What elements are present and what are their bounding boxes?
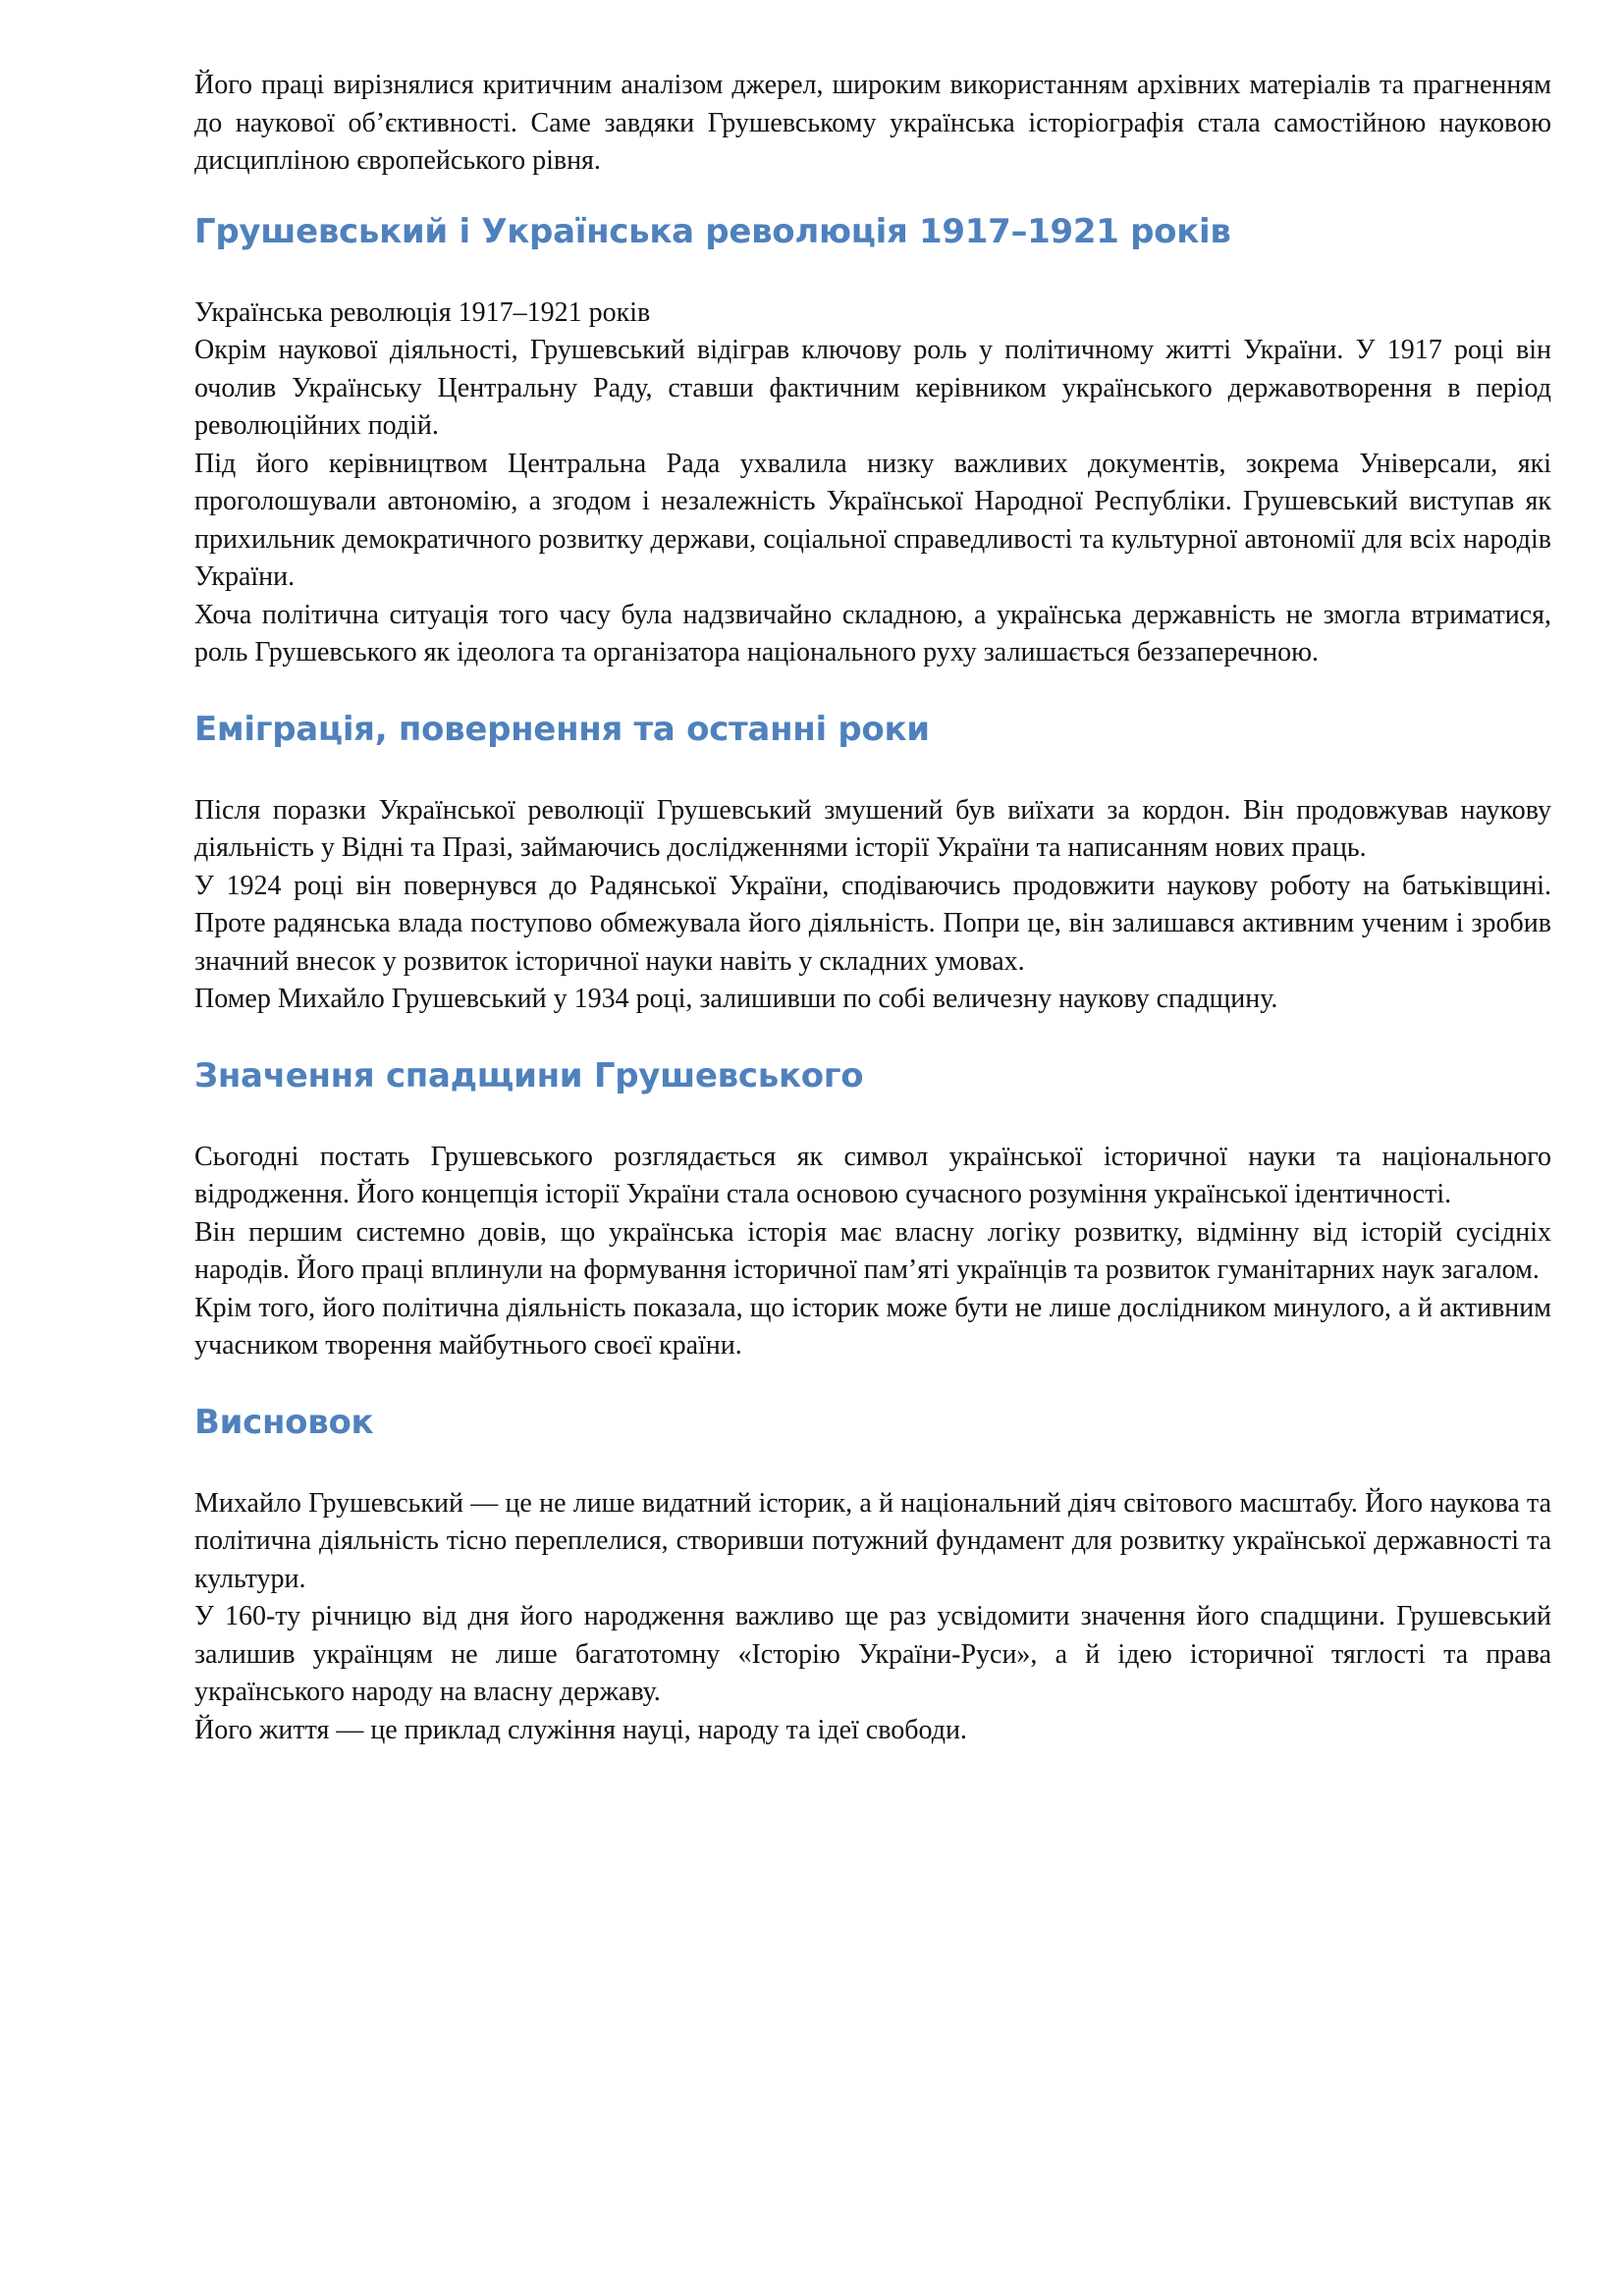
paragraph: У 1924 році він повернувся до Радянської України, сподіваючись продовжити наукову роботу на батьківщині. Проте радянська влада поступово обмежувала його діяльність. Попри це, він залишався активним ученим і зробив значний внесок у розвиток історичної науки навіть у складних умовах. bbox=[194, 870, 1551, 977]
section-heading: Значення спадщини Грушевського bbox=[194, 1055, 864, 1095]
paragraph: Він першим системно довів, що українська історія має власну логіку розвитку, відмінну від історій сусідніх народів. Його праці вплинули на формування історичної пам’яті українців та розвиток гуманітарних наук загалом. bbox=[194, 1216, 1551, 1285]
section-heading: Грушевський і Українська революція 1917–1921 років bbox=[194, 211, 1231, 251]
paragraph: Михайло Грушевський — це не лише видатний історик, а й національний діяч світового масштабу. Його наукова та політична діяльність тісно переплелися, створивши потужний фундамент для розвитку української державності та культури. bbox=[194, 1487, 1551, 1594]
paragraph: Крім того, його політична діяльність показала, що історик може бути не лише дослідником минулого, а й активним учасником творення майбутнього своєї країни. bbox=[194, 1292, 1551, 1361]
paragraph: Українська революція 1917–1921 років bbox=[194, 296, 651, 328]
paragraph: Сьогодні постать Грушевського розглядається як символ української історичної науки та національного відродження. Його концепція історії України стала основою сучасного розуміння української ідентичності. bbox=[194, 1141, 1551, 1209]
section-revolution bbox=[194, 210, 1551, 672]
document-page bbox=[194, 67, 1551, 1749]
paragraph: Під його керівництвом Центральна Рада ухвалила низку важливих документів, зокрема Універсали, які проголошували автономію, а згодом і незалежність Української Народної Республіки. Грушевський виступав як прихильник демократичного розвитку держави, соціальної справедливості та культурної автономії для всіх народів України. bbox=[194, 448, 1551, 592]
paragraph: У 160-ту річницю від дня його народження важливо ще раз усвідомити значення його спадщини. Грушевський залишив українцям не лише багатотомну «Історію України-Руси», а й ідею історичної тяглості та права українського народу на власну державу. bbox=[194, 1601, 1551, 1707]
intro-section bbox=[194, 67, 1551, 181]
section-conclusion bbox=[194, 1401, 1551, 1750]
section-heading: Еміграція, повернення та останні роки bbox=[194, 709, 930, 749]
section-heading: Висновок bbox=[194, 1402, 374, 1442]
paragraph: Після поразки Української революції Грушевський змушений був виїхати за кордон. Він продовжував наукову діяльність у Відні та Празі, займаючись дослідженнями історії України та написанням нових праць. bbox=[194, 794, 1551, 863]
paragraph: Окрім наукової діяльності, Грушевський відіграв ключову роль у політичному житті України. У 1917 році він очолив Українську Центральну Раду, ставши фактичним керівником українського державотворення в період революційних подій. bbox=[194, 335, 1551, 441]
paragraph: Помер Михайло Грушевський у 1934 році, залишивши по собі величезну наукову спадщину. bbox=[194, 984, 1278, 1014]
paragraph: Його життя — це приклад служіння науці, народу та ідеї свободи. bbox=[194, 1714, 967, 1745]
section-legacy bbox=[194, 1054, 1551, 1365]
paragraph: Хоча політична ситуація того часу була надзвичайно складною, а українська державність не змогла втриматися, роль Грушевського як ідеолога та організатора національного руху залишається беззаперечною. bbox=[194, 599, 1551, 667]
section-emigration bbox=[194, 708, 1551, 1019]
intro-paragraph: Його праці вирізнялися критичним аналізом джерел, широким використанням архівних матеріалів та прагненням до наукової об’єктивності. Саме завдяки Грушевському українська історіографія стала самостійною науковою дисципліною європейського рівня. bbox=[194, 70, 1551, 176]
